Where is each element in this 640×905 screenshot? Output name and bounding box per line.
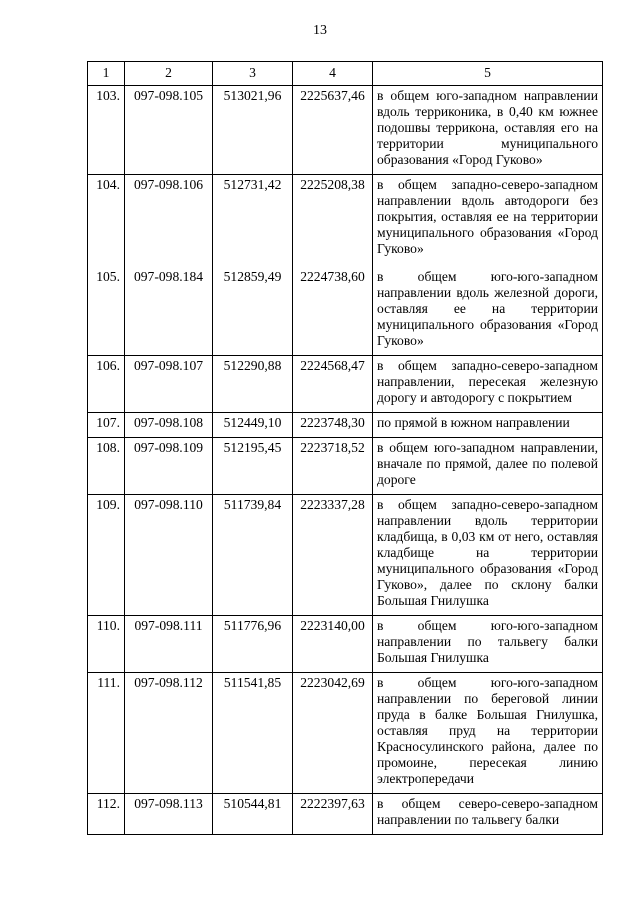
table-row: [88, 495, 603, 616]
row-number: 106.: [88, 356, 125, 413]
coord-x: 512449,10: [213, 413, 293, 438]
boundary-description: в общем северо-северо-западном направлении по тальвегу балки: [373, 794, 603, 835]
point-code: 097-098.110: [125, 495, 213, 616]
table-row: [88, 673, 603, 794]
coord-y: 2223718,52: [293, 438, 373, 495]
point-code: 097-098.184: [125, 267, 213, 356]
coord-x: 512731,42: [213, 175, 293, 268]
row-number: 105.: [88, 267, 125, 356]
coord-x: 513021,96: [213, 86, 293, 175]
point-code: 097-098.112: [125, 673, 213, 794]
coord-y: 2225637,46: [293, 86, 373, 175]
boundary-description: в общем юго-западном направлении, вначале по прямой, далее по полевой дороге: [373, 438, 603, 495]
point-code: 097-098.106: [125, 175, 213, 268]
boundary-description: в общем юго-юго-западном направлении вдоль железной дороги, оставляя ее на территории муниципального образования «Город Гуково»: [373, 267, 603, 356]
boundary-description: по прямой в южном направлении: [373, 413, 603, 438]
row-number: 109.: [88, 495, 125, 616]
boundary-description: в общем западно-северо-западном направлении вдоль территории кладбища, в 0,03 км от него, оставляя кладбище на территории муниципального образования «Город Гуково», далее по склону балки Большая Гнилушка: [373, 495, 603, 616]
header-col-2: 2: [125, 62, 213, 86]
boundary-coordinates-table: [87, 61, 603, 835]
coord-y: 2223042,69: [293, 673, 373, 794]
coord-x: 510544,81: [213, 794, 293, 835]
table-row: [88, 86, 603, 175]
table-row: [88, 175, 603, 268]
row-number: 111.: [88, 673, 125, 794]
row-number: 112.: [88, 794, 125, 835]
coord-y: 2223748,30: [293, 413, 373, 438]
coord-y: 2223140,00: [293, 616, 373, 673]
point-code: 097-098.109: [125, 438, 213, 495]
row-number: 108.: [88, 438, 125, 495]
header-col-1: 1: [88, 62, 125, 86]
row-number: 107.: [88, 413, 125, 438]
table-row: [88, 616, 603, 673]
boundary-description: в общем западно-северо-западном направлении вдоль автодороги без покрытия, оставляя ее на территории муниципального образования «Город Гуково»: [373, 175, 603, 268]
point-code: 097-098.111: [125, 616, 213, 673]
coord-y: 2223337,28: [293, 495, 373, 616]
point-code: 097-098.107: [125, 356, 213, 413]
coord-x: 511776,96: [213, 616, 293, 673]
boundary-description: в общем юго-юго-западном направлении по тальвегу балки Большая Гнилушка: [373, 616, 603, 673]
coord-y: 2225208,38: [293, 175, 373, 268]
table-row: [88, 356, 603, 413]
row-number: 103.: [88, 86, 125, 175]
table-row: [88, 794, 603, 835]
header-col-3: 3: [213, 62, 293, 86]
row-number: 104.: [88, 175, 125, 268]
coord-x: 512859,49: [213, 267, 293, 356]
table-header-row: [88, 62, 603, 86]
coord-y: 2222397,63: [293, 794, 373, 835]
coord-x: 512195,45: [213, 438, 293, 495]
header-col-4: 4: [293, 62, 373, 86]
table-row: [88, 267, 603, 356]
table-row: [88, 413, 603, 438]
row-number: 110.: [88, 616, 125, 673]
point-code: 097-098.105: [125, 86, 213, 175]
boundary-description: в общем юго-юго-западном направлении по береговой линии пруда в балке Большая Гнилушка, оставляя пруд на территории Красносулинского района, далее по промоине, пересекая линию электропередачи: [373, 673, 603, 794]
coord-y: 2224738,60: [293, 267, 373, 356]
coord-x: 511541,85: [213, 673, 293, 794]
point-code: 097-098.108: [125, 413, 213, 438]
coord-y: 2224568,47: [293, 356, 373, 413]
table-row: [88, 438, 603, 495]
point-code: 097-098.113: [125, 794, 213, 835]
header-col-5: 5: [373, 62, 603, 86]
coord-x: 512290,88: [213, 356, 293, 413]
coord-x: 511739,84: [213, 495, 293, 616]
boundary-description: в общем юго-западном направлении вдоль терриконика, в 0,40 км южнее подошвы террикона, оставляя его на территории муниципального образования «Город Гуково»: [373, 86, 603, 175]
boundary-description: в общем западно-северо-западном направлении, пересекая железную дорогу и автодорогу с покрытием: [373, 356, 603, 413]
page-number: 13: [313, 23, 327, 38]
